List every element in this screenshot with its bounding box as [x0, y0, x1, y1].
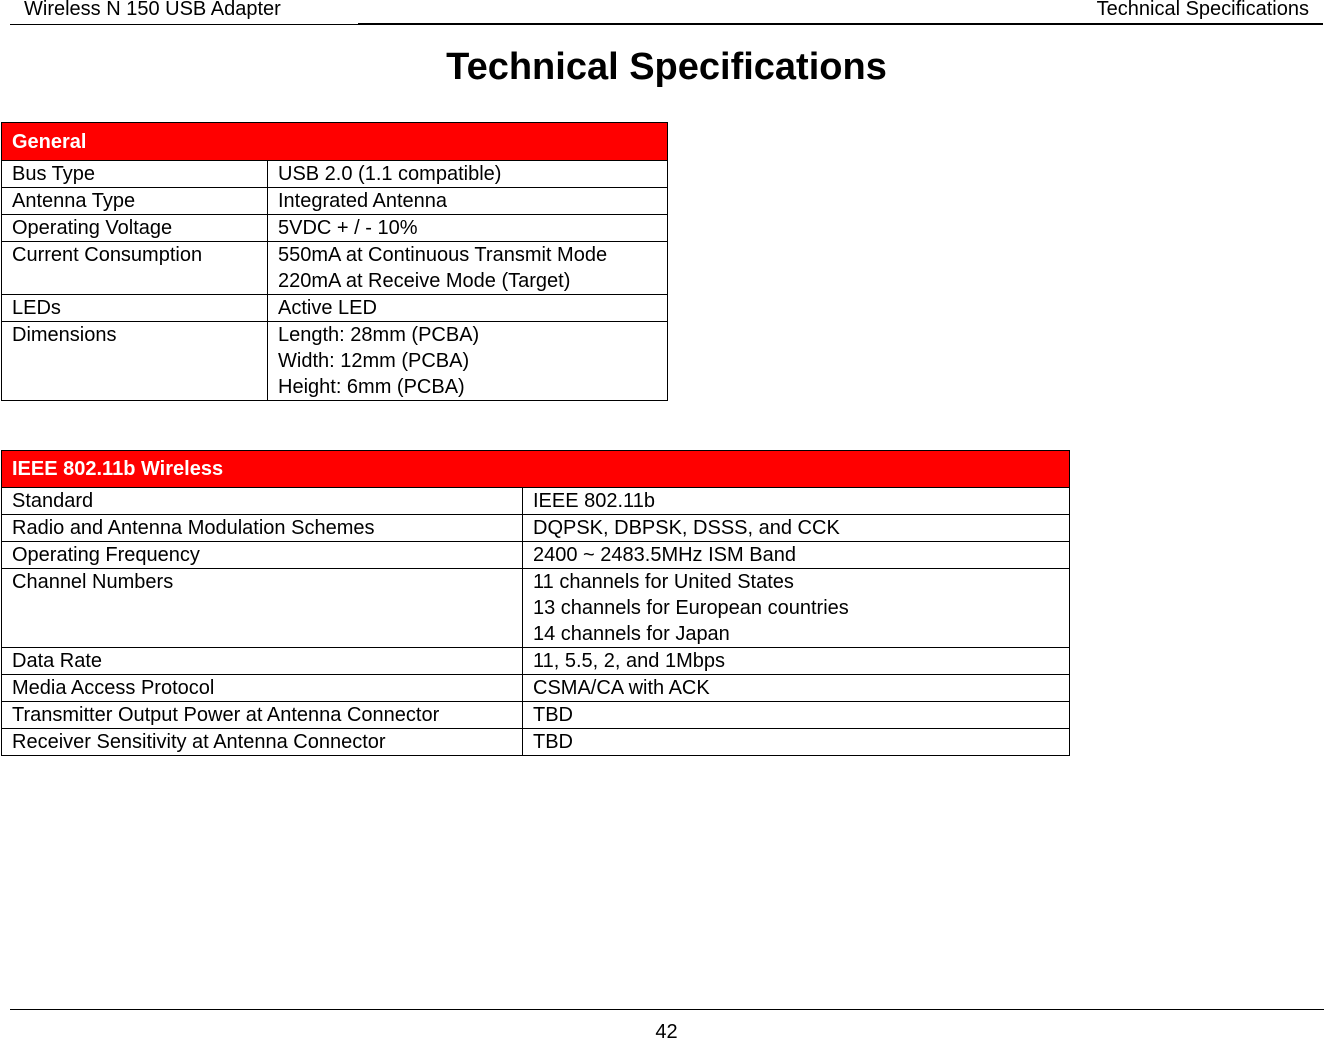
spec-label: Transmitter Output Power at Antenna Connector	[2, 702, 523, 729]
table-row	[2, 215, 668, 242]
table-heading: General	[2, 123, 668, 161]
table-row	[2, 242, 668, 295]
header-rule-left	[10, 24, 358, 25]
table-row	[2, 188, 668, 215]
running-header-doc-title: Wireless N 150 USB Adapter	[24, 0, 281, 20]
table-row	[2, 488, 1070, 515]
page-title: Technical Specifications	[446, 46, 887, 88]
spec-value-line: Width: 12mm (PCBA)	[278, 350, 470, 372]
spec-value	[523, 702, 1070, 729]
wireless-spec-table	[1, 450, 1070, 756]
spec-value-line: Active LED	[278, 297, 377, 319]
spec-value-line: 11 channels for United States	[533, 571, 794, 593]
spec-value-line: DQPSK, DBPSK, DSSS, and CCK	[533, 517, 840, 539]
table-row	[2, 675, 1070, 702]
spec-value-line: Length: 28mm (PCBA)	[278, 324, 480, 346]
spec-value-line: 5VDC + / - 10%	[278, 217, 418, 239]
spec-label: Receiver Sensitivity at Antenna Connector	[2, 729, 523, 756]
table-row	[2, 702, 1070, 729]
spec-value-line: 14 channels for Japan	[533, 623, 730, 645]
spec-value	[268, 322, 668, 401]
spec-label: Channel Numbers	[2, 569, 523, 648]
spec-value-line: TBD	[533, 704, 573, 726]
table-row	[2, 161, 668, 188]
spec-value	[268, 242, 668, 295]
spec-value	[523, 675, 1070, 702]
spec-label: LEDs	[2, 295, 268, 322]
spec-label: Bus Type	[2, 161, 268, 188]
spec-value	[268, 295, 668, 322]
table-heading: IEEE 802.11b Wireless	[2, 451, 1070, 488]
spec-label: Dimensions	[2, 322, 268, 401]
footer-rule	[10, 1009, 1324, 1010]
spec-label: Current Consumption	[2, 242, 268, 295]
spec-value-line: Height: 6mm (PCBA)	[278, 376, 465, 398]
table-row	[2, 648, 1070, 675]
table-heading-row	[2, 451, 1070, 488]
spec-value	[523, 569, 1070, 648]
spec-value	[268, 188, 668, 215]
spec-value	[523, 488, 1070, 515]
table-row	[2, 295, 668, 322]
spec-value-line: TBD	[533, 731, 573, 753]
spec-value-line: 2400 ~ 2483.5MHz ISM Band	[533, 544, 796, 566]
spec-value-line: USB 2.0 (1.1 compatible)	[278, 163, 502, 185]
table-row	[2, 569, 1070, 648]
spec-value	[268, 161, 668, 188]
header-rule-right	[358, 23, 1323, 25]
spec-value	[268, 215, 668, 242]
spec-label: Operating Voltage	[2, 215, 268, 242]
spec-value-line: Integrated Antenna	[278, 190, 448, 212]
spec-value-line: 220mA at Receive Mode (Target)	[278, 270, 571, 292]
spec-label: Standard	[2, 488, 523, 515]
spec-value	[523, 648, 1070, 675]
spec-value-line: IEEE 802.11b	[533, 490, 655, 512]
spec-value-line: 550mA at Continuous Transmit Mode	[278, 244, 608, 266]
spec-value	[523, 729, 1070, 756]
table-row	[2, 322, 668, 401]
spec-label: Operating Frequency	[2, 542, 523, 569]
running-header-section-title: Technical Specifications	[1096, 0, 1309, 20]
table-row	[2, 729, 1070, 756]
table-row	[2, 542, 1070, 569]
spec-label: Radio and Antenna Modulation Schemes	[2, 515, 523, 542]
general-spec-table	[1, 122, 668, 401]
spec-label: Data Rate	[2, 648, 523, 675]
spec-value-line: 13 channels for European countries	[533, 597, 849, 619]
table-heading-row	[2, 123, 668, 161]
spec-value-line: 11, 5.5, 2, and 1Mbps	[533, 650, 725, 672]
table-row	[2, 515, 1070, 542]
page-number: 42	[655, 1021, 678, 1043]
spec-value	[523, 515, 1070, 542]
spec-label: Antenna Type	[2, 188, 268, 215]
spec-value-line: CSMA/CA with ACK	[533, 677, 710, 699]
spec-label: Media Access Protocol	[2, 675, 523, 702]
spec-value	[523, 542, 1070, 569]
